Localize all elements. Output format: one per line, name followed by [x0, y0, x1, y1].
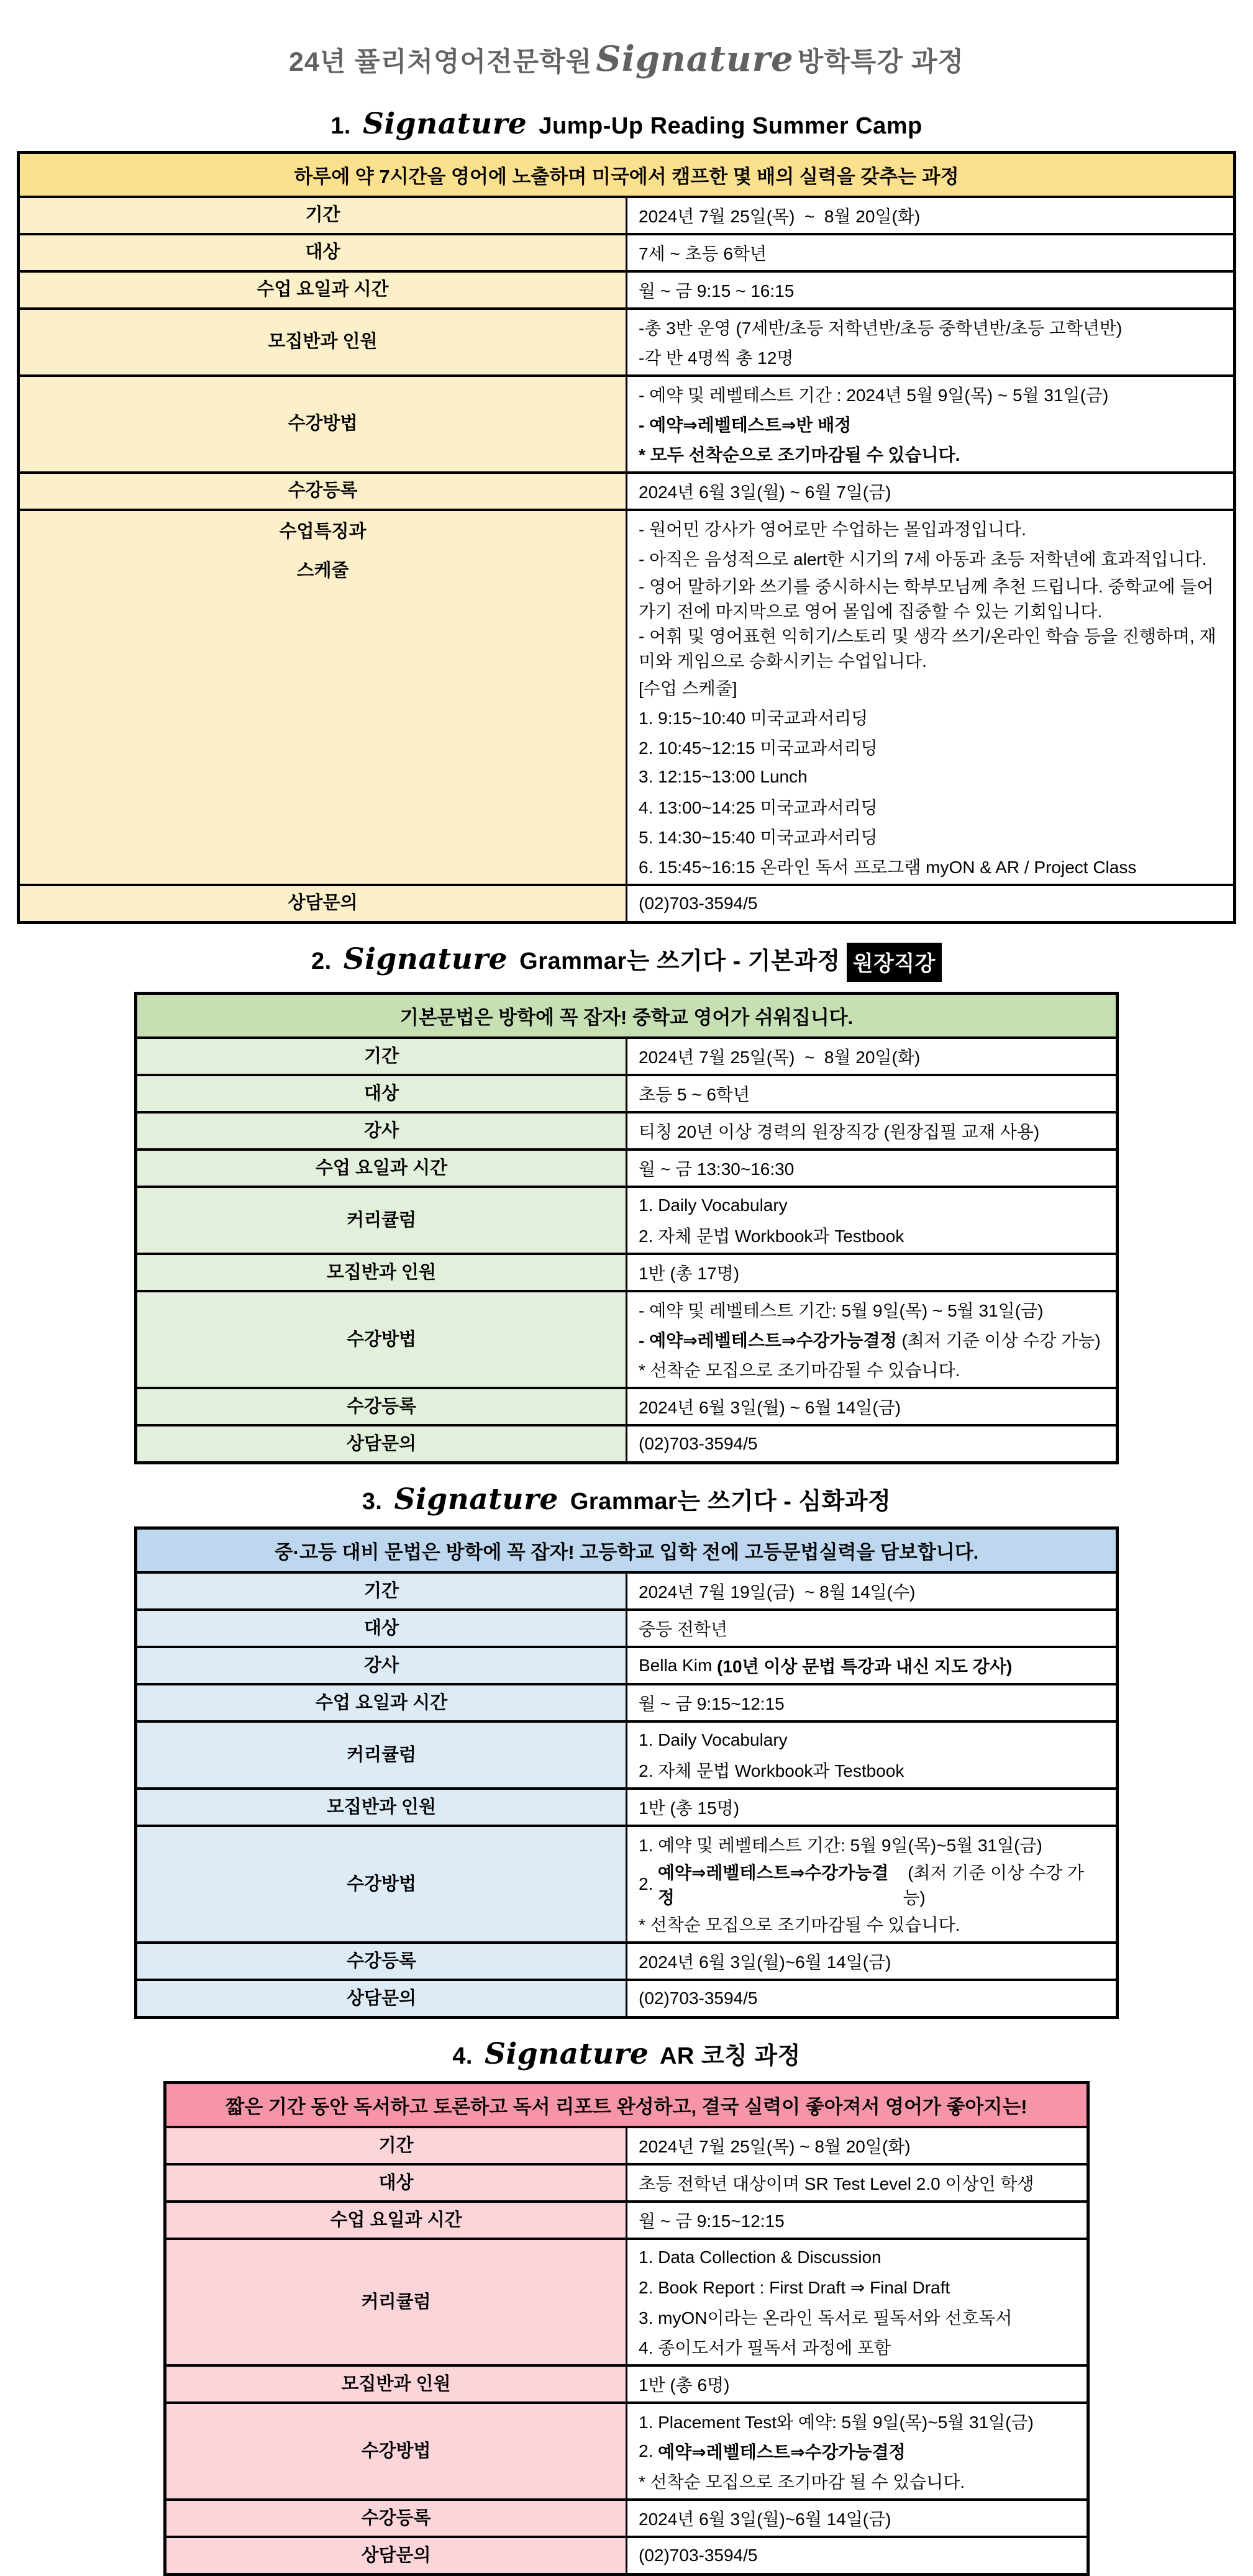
value-line: [639, 409, 1222, 439]
table-row: [19, 885, 1235, 923]
row-label: [136, 1572, 627, 1610]
row-label-line: 커리큘럼: [346, 1744, 417, 1765]
row-value: [627, 885, 1235, 923]
row-value: [627, 1684, 1118, 1721]
value-text: 2024년 6월 3일(월) ~ 6월 7일(금): [639, 483, 891, 502]
row-value: [627, 2537, 1088, 2575]
row-label: [19, 376, 627, 473]
course-table-1: [17, 151, 1236, 924]
value-line: [639, 342, 1222, 372]
row-label: [19, 473, 627, 510]
value-text: - 어휘 및 영어표현 익히기/스토리 및 생각 쓰기/온라인 학습 등을 진행하며, 재미와 게임으로 승화시키는 수업입니다.: [639, 627, 1216, 671]
row-value: [627, 510, 1235, 885]
value-line: [639, 2332, 1075, 2362]
table-row: [136, 1572, 1118, 1610]
row-value: [627, 1789, 1118, 1826]
table-row: [136, 1388, 1118, 1425]
course-table-2: [134, 992, 1119, 1464]
value-text: 1반 (총 15명): [639, 1798, 740, 1818]
value-line: [639, 543, 1222, 573]
row-value: [627, 2164, 1088, 2202]
row-value: [627, 1291, 1118, 1388]
value-line: [639, 439, 1222, 469]
row-label-line: 수강등록: [346, 1951, 417, 1971]
value-text: (10년 이상 문법 특강과 내신 지도 강사): [717, 1657, 1013, 1677]
row-value: [627, 2127, 1088, 2164]
value-text: 2.: [639, 1874, 658, 1894]
value-line: [639, 1190, 1105, 1220]
value-text: 티칭 20년 이상 경력의 원장직강 (원장집필 교재 사용): [639, 1122, 1040, 1142]
section-number: 2.: [311, 948, 339, 974]
value-text: [수업 스케줄]: [639, 679, 737, 698]
table-row: [136, 1425, 1118, 1463]
value-line: [639, 732, 1222, 762]
value-line: [639, 1079, 1105, 1109]
value-line: [639, 573, 1222, 623]
row-value: [627, 2239, 1088, 2365]
table-header-row: [19, 153, 1235, 197]
table-row: [136, 1187, 1118, 1254]
row-label-line: 수강방법: [361, 2441, 431, 2461]
value-text: - 원어민 강사가 영어로만 수업하는 몰입과정입니다.: [639, 520, 1027, 539]
row-label: [165, 2239, 627, 2365]
value-text: - 아직은 음성적으로 alert한 시기의 7세 아동과 초등 저학년에 효과적입니다.: [639, 550, 1207, 569]
row-label: [136, 1943, 627, 1980]
row-label: [19, 309, 627, 376]
value-line: [639, 1258, 1105, 1287]
value-text: 4. 13:00~14:25 미국교과서리딩: [639, 798, 878, 817]
table-row: [19, 234, 1235, 271]
table-row: [165, 2164, 1088, 2202]
value-text: (최저 기준 이상 수강 가능): [896, 1331, 1101, 1351]
value-line: [639, 2168, 1075, 2198]
value-text: 예약⇒레벨테스트⇒수강가능결정: [658, 2442, 906, 2462]
value-text: * 모두 선착순으로 조기마감될 수 있습니다.: [639, 445, 960, 465]
row-label-line: 기간: [363, 1046, 399, 1066]
table-row: [165, 2127, 1088, 2164]
row-label-line: 기간: [305, 205, 340, 225]
value-line: [639, 1688, 1105, 1718]
value-text: 2. 10:45~12:15 미국교과서리딩: [639, 738, 878, 758]
value-line: [639, 851, 1222, 881]
row-label-line: 상담문의: [361, 2545, 431, 2565]
value-line: [639, 2272, 1075, 2302]
value-line: [639, 2541, 1075, 2570]
value-line: [639, 1392, 1105, 1422]
value-line: [639, 1859, 1105, 1909]
value-line: [639, 889, 1222, 918]
row-label-line: 대상: [363, 1083, 399, 1104]
row-label-line: 대상: [378, 2172, 414, 2193]
section-1-heading: [0, 107, 1253, 141]
value-text: 중등 전학년: [639, 1620, 728, 1639]
value-text: - 예약 및 레벨테스트 기간: 5월 9일(목) ~ 5월 31일(금): [639, 1301, 1044, 1321]
value-line: [639, 762, 1222, 792]
row-label: [165, 2202, 627, 2239]
row-value: [627, 2365, 1088, 2403]
value-text: 2024년 7월 25일(목) ~ 8월 20일(화): [639, 1048, 921, 1068]
value-line: [639, 792, 1222, 822]
row-value: [627, 1572, 1118, 1610]
value-line: [639, 275, 1222, 305]
value-text: 1반 (총 6명): [639, 2375, 730, 2395]
row-label: [136, 1684, 627, 1721]
table-row: [136, 1610, 1118, 1647]
value-text: - 예약⇒레벨테스트⇒수강가능결정: [639, 1331, 897, 1351]
value-text: -각 반 4명씩 총 12명: [639, 348, 794, 368]
value-text: 1. Daily Vocabulary: [639, 1730, 788, 1750]
value-line: [639, 1830, 1105, 1859]
section-title: Grammar는 쓰기다 - 기본과정: [513, 948, 841, 974]
row-label-line: 수업 요일과 시간: [315, 1692, 448, 1713]
row-label-line: 기간: [378, 2135, 414, 2156]
value-text: * 선착순 모집으로 조기마감될 수 있습니다.: [639, 1361, 960, 1381]
table-header-row: [136, 994, 1118, 1038]
value-text: 3. myON이라는 온라인 독서로 필독서와 선호독서: [639, 2308, 1013, 2328]
row-label: [19, 197, 627, 234]
value-text: 월 ~ 금 9:15 ~ 16:15: [639, 281, 795, 301]
row-label-line: 강사: [363, 1655, 399, 1676]
value-text: 2024년 6월 3일(월)~6월 14일(금): [639, 2510, 891, 2529]
row-label: [136, 1150, 627, 1187]
row-label: [136, 1187, 627, 1254]
row-label: [165, 2365, 627, 2403]
value-line: [639, 312, 1222, 342]
row-label-line: 모집반과 인원: [268, 332, 378, 352]
signature-script-word: Signature: [362, 107, 527, 141]
row-value: [627, 1187, 1118, 1254]
value-text: 예약⇒레벨테스트⇒수강가능결정: [657, 1863, 889, 1908]
row-label-line: 수업 요일과 시간: [257, 279, 389, 300]
row-label: [136, 1112, 627, 1150]
value-line: [639, 201, 1222, 230]
row-label-line: 상담문의: [346, 1433, 417, 1454]
row-label: [19, 234, 627, 271]
section-3-heading: [0, 1482, 1253, 1517]
table-row: [19, 309, 1235, 376]
section-number: 4.: [452, 2043, 480, 2070]
value-text: 2. Book Report : First Draft ⇒ Final Draft: [639, 2277, 950, 2297]
value-text: 2024년 6월 3일(월)~6월 14일(금): [639, 1952, 891, 1972]
row-value: [627, 1254, 1118, 1291]
value-text: 2024년 7월 25일(목) ~ 8월 20일(화): [639, 2137, 911, 2157]
row-label: [165, 2537, 627, 2575]
row-value: [627, 2202, 1088, 2239]
value-text: 4. 종이도서가 필독서 과정에 포함: [639, 2338, 891, 2358]
value-line: [639, 2466, 1075, 2496]
row-label-line: 수업 요일과 시간: [315, 1158, 448, 1178]
row-label-line: 수강등록: [361, 2508, 431, 2528]
value-line: [639, 2205, 1075, 2235]
value-line: [639, 1984, 1105, 2013]
value-text: - 영어 말하기와 쓰기를 중시하시는 학부모님께 추천 드립니다. 중학교에 들어가기 전에 마지막으로 영어 몰입에 집중할 수 있는 기회입니다.: [639, 577, 1214, 621]
value-line: [639, 822, 1222, 851]
section-title: Grammar는 쓰기다 - 심화과정: [563, 1489, 891, 1515]
value-text: 6. 15:45~16:15 온라인 독서 프로그램 myON & AR / Project Class: [639, 858, 1137, 877]
table-row: [136, 1980, 1118, 2018]
value-line: [639, 476, 1222, 506]
row-label: [136, 1647, 627, 1684]
value-line: [639, 1295, 1105, 1325]
row-value: [627, 1075, 1118, 1112]
value-line: [639, 2503, 1075, 2533]
signature-script-word: Signature: [394, 1482, 558, 1517]
instructor-badge: 원장직강: [847, 943, 942, 982]
row-value: [627, 1388, 1118, 1425]
value-line: [639, 238, 1222, 268]
row-value: [627, 197, 1235, 234]
row-value: [627, 473, 1235, 510]
value-line: [639, 379, 1222, 409]
row-label: [136, 1291, 627, 1388]
row-value: [627, 1980, 1118, 2018]
section-title: AR 코칭 과정: [654, 2043, 801, 2070]
value-text: 초등 전학년 대상이며 SR Test Level 2.0 이상인 학생: [639, 2174, 1034, 2194]
value-text: 2024년 6월 3일(월) ~ 6월 14일(금): [639, 1398, 901, 1418]
value-line: [639, 2131, 1075, 2161]
value-text: Bella Kim: [639, 1656, 718, 1676]
table-header-band: 하루에 약 7시간을 영어에 노출하며 미국에서 캠프한 몇 배의 실력을 갖추는 과정: [19, 153, 1235, 197]
table-row: [165, 2403, 1088, 2500]
value-text: 2.: [639, 2441, 658, 2461]
value-text: 2024년 7월 25일(목) ~ 8월 20일(화): [639, 207, 921, 226]
table-row: [136, 1943, 1118, 1980]
row-label-line: 수업특징과: [279, 522, 367, 542]
row-value: [627, 271, 1235, 309]
value-line: [639, 1946, 1105, 1976]
row-label: [136, 1826, 627, 1943]
row-value: [627, 309, 1235, 376]
row-value: [627, 1112, 1118, 1150]
row-label: [136, 1789, 627, 1826]
row-label: [136, 1610, 627, 1647]
row-label: [165, 2500, 627, 2537]
value-text: 2. 자체 문법 Workbook과 Testbook: [639, 1227, 904, 1246]
table-row: [136, 1112, 1118, 1150]
row-label-line: 상담문의: [346, 1988, 417, 2008]
row-label-line: 모집반과 인원: [326, 1797, 437, 1817]
value-text: * 선착순 모집으로 조기마감 될 수 있습니다.: [639, 2472, 965, 2492]
table-row: [136, 1721, 1118, 1789]
row-label-line: 수강방법: [288, 414, 358, 434]
table-row: [136, 1038, 1118, 1075]
value-text: 3. 12:15~13:00 Lunch: [639, 767, 808, 786]
row-label-line: 기간: [363, 1581, 399, 1601]
value-line: [639, 1354, 1105, 1384]
row-value: [627, 234, 1235, 271]
value-line: [639, 673, 1222, 702]
document-title: [0, 39, 1253, 79]
value-text: 7세 ~ 초등 6학년: [639, 244, 767, 263]
row-label-line: 상담문의: [288, 893, 358, 914]
table-row: [165, 2202, 1088, 2239]
row-value: [627, 1721, 1118, 1789]
value-line: [639, 1220, 1105, 1250]
row-label-line: 스케줄: [296, 561, 349, 581]
section-1: [0, 107, 1253, 924]
value-line: [639, 1153, 1105, 1183]
value-text: -총 3반 운영 (7세반/초등 저학년반/초등 중학년반/초등 고학년반): [639, 319, 1123, 338]
section-number: 3.: [362, 1489, 390, 1515]
row-value: [627, 1425, 1118, 1463]
row-label: [136, 1980, 627, 2018]
section-number: 1.: [330, 113, 358, 139]
value-text: (02)703-3594/5: [639, 1434, 758, 1454]
row-label-line: 커리큘럼: [346, 1210, 417, 1230]
value-line: [639, 1116, 1105, 1146]
row-label-line: 수강방법: [346, 1329, 417, 1349]
value-text: 1. 9:15~10:40 미국교과서리딩: [639, 709, 868, 728]
row-label-line: 커리큘럼: [361, 2292, 431, 2312]
value-text: - 예약 및 레벨테스트 기간 : 2024년 5월 9일(목) ~ 5월 31일(금): [639, 386, 1109, 405]
section-title: Jump-Up Reading Summer Camp: [532, 113, 923, 139]
table-row: [165, 2537, 1088, 2575]
signature-script-word: Signature: [343, 942, 508, 976]
row-value: [627, 1610, 1118, 1647]
row-label: [19, 510, 627, 885]
section-2-heading: [0, 941, 1253, 982]
row-value: [627, 1826, 1118, 1943]
table-row: [19, 510, 1235, 885]
table-header-band: 기본문법은 방학에 꼭 잡자! 중학교 영어가 쉬워집니다.: [136, 994, 1118, 1038]
value-line: [639, 1792, 1105, 1822]
row-label: [165, 2403, 627, 2500]
table-row: [165, 2365, 1088, 2403]
value-line: [639, 2406, 1075, 2436]
row-label-line: 수강등록: [288, 481, 358, 501]
title-suffix: 방학특강 과정: [797, 47, 964, 77]
row-value: [627, 2500, 1088, 2537]
table-header-row: [165, 2083, 1088, 2128]
value-text: 월 ~ 금 9:15~12:15: [639, 1694, 785, 1714]
course-table-3: [134, 1526, 1119, 2019]
value-text: 초등 5 ~ 6학년: [639, 1085, 750, 1105]
value-line: [639, 702, 1222, 732]
value-line: [639, 2436, 1075, 2466]
row-label-line: 대상: [363, 1618, 399, 1638]
value-text: 2. 자체 문법 Workbook과 Testbook: [639, 1761, 904, 1781]
value-line: [639, 1909, 1105, 1939]
row-value: [627, 1150, 1118, 1187]
row-value: [627, 376, 1235, 473]
value-line: [639, 2243, 1075, 2272]
table-row: [19, 473, 1235, 510]
value-text: (최저 기준 이상 수강 가능): [903, 1863, 1084, 1908]
signature-script-word: Signature: [484, 2037, 649, 2072]
row-label-line: 수강방법: [346, 1874, 417, 1894]
row-label: [136, 1721, 627, 1789]
value-text: 월 ~ 금 9:15~12:15: [639, 2211, 785, 2231]
table-row: [136, 1826, 1118, 1943]
value-line: [639, 1325, 1105, 1354]
row-label-line: 모집반과 인원: [341, 2374, 451, 2394]
row-label: [165, 2164, 627, 2202]
value-line: [639, 1429, 1105, 1459]
row-label-line: 강사: [363, 1120, 399, 1141]
row-label: [136, 1254, 627, 1291]
value-text: (02)703-3594/5: [639, 2546, 758, 2565]
value-line: [639, 623, 1222, 673]
value-text: 1반 (총 17명): [639, 1264, 740, 1284]
table-row: [136, 1291, 1118, 1388]
row-label: [19, 271, 627, 309]
value-line: [639, 1651, 1105, 1680]
value-line: [639, 1755, 1105, 1785]
course-sections: [0, 107, 1253, 2576]
table-row: [136, 1684, 1118, 1721]
section-2: [0, 941, 1253, 1464]
value-text: (02)703-3594/5: [639, 894, 758, 913]
value-text: 1. Data Collection & Discussion: [639, 2247, 882, 2267]
table-row: [19, 271, 1235, 309]
value-line: [639, 1613, 1105, 1643]
value-text: 월 ~ 금 13:30~16:30: [639, 1159, 795, 1179]
table-row: [136, 1075, 1118, 1112]
value-text: 1. Daily Vocabulary: [639, 1195, 788, 1215]
row-value: [627, 1647, 1118, 1684]
section-4-heading: [0, 2036, 1253, 2071]
title-prefix: 24년 퓰리처영어전문학원: [289, 47, 593, 77]
table-row: [19, 197, 1235, 234]
value-text: 5. 14:30~15:40 미국교과서리딩: [639, 828, 878, 847]
row-label: [165, 2127, 627, 2164]
value-line: [639, 2369, 1075, 2399]
section-3: [0, 1482, 1253, 2019]
table-row: [19, 376, 1235, 473]
row-value: [627, 2403, 1088, 2500]
title-script-word: Signature: [596, 39, 794, 79]
row-value: [627, 1943, 1118, 1980]
value-text: * 선착순 모집으로 조기마감될 수 있습니다.: [639, 1915, 960, 1935]
value-line: [639, 2302, 1075, 2332]
table-row: [165, 2500, 1088, 2537]
row-label-line: 대상: [305, 242, 340, 263]
row-label: [136, 1075, 627, 1112]
table-row: [136, 1789, 1118, 1826]
value-text: (02)703-3594/5: [639, 1989, 758, 2008]
table-header-band: 중·고등 대비 문법은 방학에 꼭 잡자! 고등학교 입학 전에 고등문법실력을 담보합니다.: [136, 1528, 1118, 1573]
table-row: [165, 2239, 1088, 2365]
row-label: [19, 885, 627, 923]
row-label: [136, 1388, 627, 1425]
value-text: 1. 예약 및 레벨테스트 기간: 5월 9일(목)~5월 31일(금): [639, 1836, 1042, 1856]
value-text: - 예약⇒레벨테스트⇒반 배정: [639, 415, 852, 435]
table-header-row: [136, 1528, 1118, 1573]
value-line: [639, 1725, 1105, 1755]
section-4: [0, 2036, 1253, 2576]
row-label: [136, 1038, 627, 1075]
value-text: 2024년 7월 19일(금) ~ 8월 14일(수): [639, 1582, 916, 1602]
course-table-4: [163, 2081, 1090, 2576]
row-label-line: 모집반과 인원: [326, 1262, 437, 1282]
row-value: [627, 1038, 1118, 1075]
table-header-band: 짧은 기간 동안 독서하고 토론하고 독서 리포트 완성하고, 결국 실력이 좋아져서 영어가 좋아지는!: [165, 2083, 1088, 2128]
value-line: [639, 1041, 1105, 1071]
table-row: [136, 1150, 1118, 1187]
table-row: [136, 1647, 1118, 1684]
row-label-line: 수업 요일과 시간: [330, 2210, 462, 2230]
value-line: [639, 1576, 1105, 1606]
row-label-line: 수강등록: [346, 1396, 417, 1417]
table-row: [136, 1254, 1118, 1291]
value-text: 1. Placement Test와 예약: 5월 9일(목)~5월 31일(금): [639, 2413, 1034, 2433]
row-label: [136, 1425, 627, 1463]
value-line: [639, 514, 1222, 543]
